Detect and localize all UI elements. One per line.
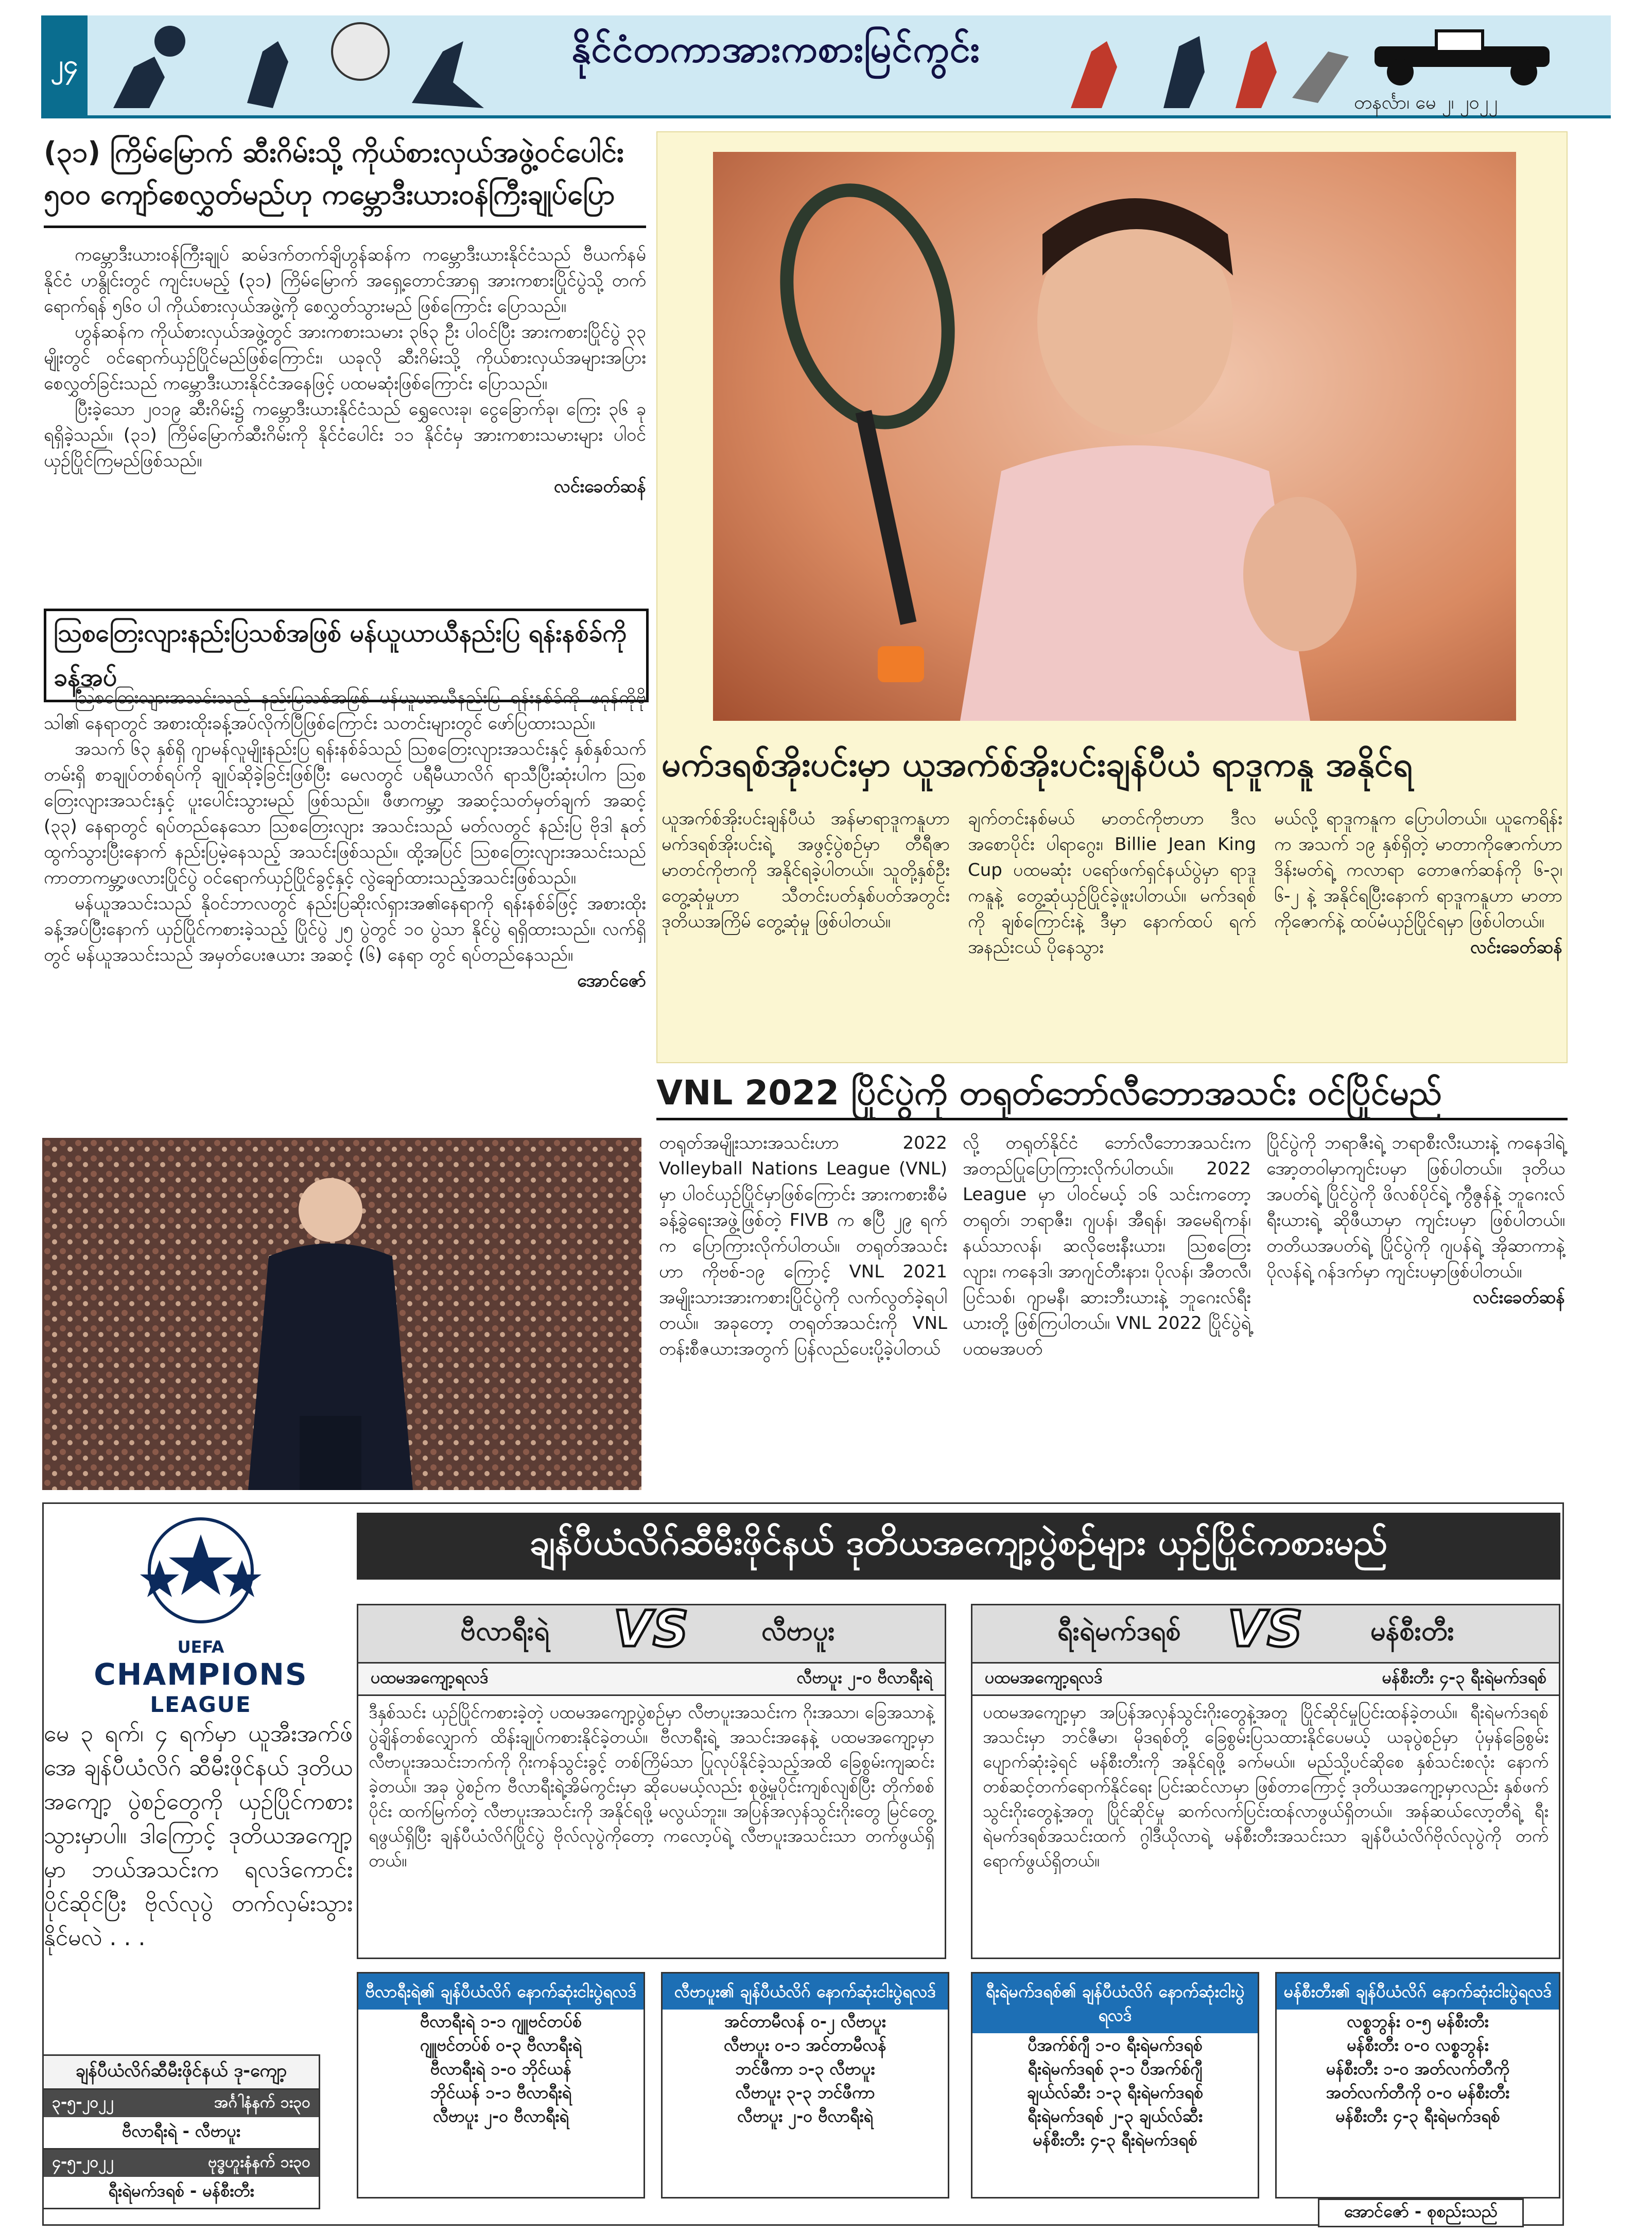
match1-header (358, 1600, 945, 1662)
tennis-player-photo (713, 152, 1516, 721)
schedule-row1-date: ၃-၅-၂၀၂၂ (52, 2093, 114, 2111)
match2-preview: ပထမအကျော့မှာ အပြန်အလှန်သွင်းဂိုးတွေနဲ့အတူ ပြိုင်ဆိုင်မှုပြင်းထန်ခဲ့တယ်။ ရီးရဲမက်ဒရစ်အသင်းမှာ ဘင်ဇီမာ၊ မိုဒရစ်တို့ ခြေစွမ်းပြသထားနိုင်ပေမယ့် ယခုပွဲစဉ်မှာ ပုံမှန်ခြေစွမ်းပျောက်ဆုံးခဲ့ရင် မန်စီးတီးကို အနိုင်ရဖို့ ခက်မယ်။ မည်သို့ပင်ဆိုစေ နှစ်သင်းစလုံး နောက်တစ်ဆင့်တက်ရောက်နိုင်ရေး ပြင်းဆင်လာမှာ ဖြစ်တာကြောင့် ဒုတိယအကျော့မှာလည်း နှစ်ဖက်သွင်းဂိုးတွေနဲ့အတူ ပြိုင်ဆိုင်မှု ဆက်လက်ပြင်းထန်လာဖွယ်ရှိတယ်။ အန်ဆယ်လော့တီရဲ့ ရီးရဲမက်ဒရစ်အသင်းထက် ဂွါဒီယိုလာရဲ့ မန်စီးတီးအသင်းသာ ချန်ပီယံလိဂ်ဗိုလ်လုပွဲကို တက်ရောက်ဖွယ်ရှိတယ်။ (983, 1702, 1549, 1871)
soccer-ball-icon (332, 23, 389, 80)
article1-body (44, 242, 646, 499)
form-box-real-madrid (971, 1972, 1259, 2199)
form-row: မန်စီးတီး ၀-၀ လစ္စဘွန်း (1347, 2035, 1489, 2055)
issue-date: တနင်္လာ၊ မေ ၂၊ ၂၀၂၂ (1354, 92, 1498, 113)
form-row: ဘိုင်ယန် ၁-၁ ဗီလာရီးရဲ (430, 2083, 572, 2102)
article2-body (44, 685, 646, 994)
article1-p1: ကမ္ဘောဒီးယားဝန်ကြီးချုပ် ဆမ်ဒက်တက်ချိဟွန်ဆန်က ကမ္ဘောဒီးယားနိုင်ငံသည် ဗီယက်နမ်နိုင်ငံ ဟနွိုင်းတွင် ကျင်းပမည့် (၃၁) ကြိမ်မြောက် အရှေ့တောင်အာရှ အားကစားပြိုင်ပွဲသို့ တက်ရောက်ရန် ၅၆၀ ပါ ကိုယ်စားလှယ်အဖွဲ့ကို စေလွှတ်သွားမည် ဖြစ်ကြောင်း ပြောသည်။ (44, 245, 646, 317)
ucl-wordmark-line2: CHAMPIONS (94, 1657, 308, 1692)
match2-header (972, 1600, 1559, 1662)
vnl-byline: လင်းခေတ်ဆန် (1472, 1287, 1565, 1308)
form-row: လစ္စဘွန်း ၀-၅ မန်စီးတီး (1347, 2012, 1489, 2031)
ucl-wordmark (72, 1637, 329, 1717)
race-car-icon (1359, 15, 1575, 88)
match2-home: ရီးရဲမက်ဒရစ် (1057, 1616, 1181, 1647)
form-row: အင်တာမီလန် ၀-၂ လီဗာပူး (724, 2012, 886, 2031)
match2-first-leg-result: မန်စီးတီး ၄-၃ ရီးရဲမက်ဒရစ် (1382, 1668, 1546, 1687)
form-row: ဂျူဗင်တပ်စ် ၀-၃ ဗီလာရီးရဲ (420, 2035, 582, 2055)
coach-photo-figure (42, 1138, 641, 1490)
form-row: ဗီလာရီးရဲ ၁-၀ ဘိုင်ယန် (430, 2059, 572, 2079)
schedule-row1-datetime (44, 2090, 319, 2117)
ucl-wordmark-line3: LEAGUE (150, 1692, 252, 1717)
form-title: ဗီလာရီးရဲ၏ ချန်ပီယံလိဂ် နောက်ဆုံးငါးပွဲရလဒ် (358, 1974, 644, 2010)
runner-icon (247, 41, 288, 108)
article1-headline-line1: (၃၁) ကြိမ်မြောက် ဆီးဂိမ်းသို့ ကိုယ်စားလှယ်အဖွဲ့ဝင်ပေါင်း (44, 136, 624, 168)
form-box-liverpool (661, 1972, 949, 2199)
form-title: လီဗာပူး၏ ချန်ပီယံလိဂ် နောက်ဆုံးငါးပွဲရလဒ် (663, 1974, 948, 2010)
ucl-wordmark-line1: UEFA (177, 1637, 224, 1657)
form-row: ဗီလာရီးရဲ ၁-၁ ဂျူဗင်တပ်စ် (420, 2012, 582, 2031)
match2-first-leg (972, 1662, 1559, 1696)
swimmer-icon (1292, 51, 1349, 103)
form-row: ဘင်ဖီကာ ၁-၃ လီဗာပူး (735, 2059, 875, 2079)
form-row: ပီအက်စ်ဂျီ ၁-၀ ရီးရဲမက်ဒရစ် (1028, 2035, 1203, 2055)
tennis-byline: လင်းခေတ်ဆန် (1470, 937, 1562, 958)
match2-away: မန်စီးတီး (1370, 1616, 1454, 1647)
schedule-row2-date: ၄-၅-၂၀၂၂ (52, 2153, 114, 2171)
form-row: လီဗာပူး ၃-၃ ဘင်ဖီကာ (735, 2083, 875, 2102)
schedule-row2-time: ဗုဒ္ဓဟူးနံနက် ၁း၃၀ (208, 2153, 310, 2171)
article2-p3: မန်ယူအသင်းသည် နိုဝင်ဘာလတွင် နည်းပြဆိုးလ်ရှားအ၏နေရာကို ရန်းနစ်ခ်ဖြင့် အစားထိုးခန့်အပ်ပြီးနောက် ယှဉ်ပြိုင်ကစားခဲ့သည့် ပြိုင်ပွဲ ၂၅ ပွဲတွင် ၁၀ ပွဲသာ နိုင်ပွဲ ရရှိထားသည်။ လက်ရှိတွင် မန်ယူအသင်းသည် အမှတ်ပေးဇယား အဆင့် (၆) နေရာ တွင် ရပ်တည်နေသည်။ (44, 893, 646, 965)
section-credit: အောင်ဇော် - စုစည်းသည် (1318, 2199, 1524, 2227)
vnl-headline: VNL 2022 ပြိုင်ပွဲကို တရုတ်ဘော်လီဘောအသင်း ဝင်ပြိုင်မည် (656, 1068, 1568, 1120)
coach-photo (42, 1138, 641, 1490)
page-number: ၂၄ (41, 15, 88, 118)
ucl-intro: မေ ၃ ရက်၊ ၄ ရက်မှာ ယူအီးအက်ဖ်အေ ချန်ပီယံလိဂ် ဆီမီးဖိုင်နယ် ဒုတိယအကျော့ ပွဲစဉ်တွေကို ယှဉ်ပြိုင်ကစားသွားမှာပါ။ ဒါကြောင့် ဒုတိယအကျော့မှာ ဘယ်အသင်းက ရလဒ်ကောင်း ပိုင်ဆိုင်ပြီး ဗိုလ်လုပွဲ တက်လှမ်းသွားနိုင်မလဲ . . . (44, 1721, 353, 1951)
form-box-villarreal (357, 1972, 645, 2199)
schedule-row1-match: ဗီလာရီးရဲ - လီဗာပူး (44, 2117, 319, 2150)
match1-first-leg-result: လီဗာပူး ၂-၀ ဗီလာရီးရဲ (796, 1668, 932, 1687)
footballer-icon (113, 57, 165, 108)
tennis-player-figure (713, 152, 1516, 721)
vnl-col2: လို့ တရုတ်နိုင်ငံ ဘော်လီဘောအသင်းက အတည်ပြုပြောကြားလိုက်ပါတယ်။ 2022 League မှာ ပါဝင်မယ့် ၁၆ သင်းကတော့ တရုတ်၊ ဘရာဇီး၊ ဂျပန်၊ အီရန်၊ အမေရိကန်၊ နယ်သာလန်၊ ဆလိုဗေးနီးယား၊ ဩစတြေးလျား၊ ကနေဒါ၊ အာဂျင်တီးနား၊ ပိုလန်၊ အီတလီ၊ ပြင်သစ်၊ ဂျာမနီ၊ ဆားဘီးယားနဲ့ ဘူဂေးလ်ရီးယားတို့ ဖြစ်ကြပါတယ်။ VNL 2022 ပြိုင်ပွဲရဲ့ ပထမအပတ် (963, 1133, 1251, 1359)
vnl-col1: တရုတ်အမျိုးသားအသင်းဟာ 2022 Volleyball Nations League (VNL) မှာ ပါဝင်ယှဉ်ပြိုင်မှာဖြစ်ကြောင်း အားကစားစီမံခန့်ခွဲရေးအဖွဲ့ဖြစ်တဲ့ FIVB က ဧပြီ ၂၉ ရက်က ပြောကြားလိုက်ပါတယ်။ တရုတ်အသင်းဟာ ကိုဗစ်-၁၉ ကြောင့် VNL 2021 အမျိုးသားအားကစားပြိုင်ပွဲကို လက်လွတ်ခဲ့ရပါတယ်။ အခုတော့ တရုတ်အသင်းကို VNL တန်းစီဇယားအတွက် ပြန်လည်ပေးပို့ခဲ့ပါတယ် (659, 1133, 947, 1359)
section-title: နိုင်ငံတကာအားကစားမြင်ကွင်း (571, 27, 980, 71)
article1-byline: လင်းခေတ်ဆန် (553, 476, 646, 497)
ucl-logo (113, 1514, 288, 1639)
thrower-icon (1163, 36, 1205, 108)
sport-silhouettes-right (1050, 21, 1359, 113)
match2-box (971, 1600, 1560, 1959)
form-title: ရီးရဲမက်ဒရစ်၏ ချန်ပီယံလိဂ် နောက်ဆုံးငါးပွဲရလဒ် (972, 1974, 1258, 2033)
form-box-man-city (1275, 1972, 1560, 2199)
tennis-col3 (1274, 806, 1562, 960)
form-row: မန်စီးတီး ၁-၀ အတ်လက်တီကို (1326, 2059, 1510, 2079)
match1-box (357, 1600, 946, 1959)
tennis-col1: ယူအက်စ်အိုးပင်းချန်ပီယံ အန်မာရာဒူကနူဟာ မက်ဒရစ်အိုးပင်းရဲ့ အဖွင့်ပွဲစဉ်မှာ တီရီဇာမာတင်ကိုဗာကို အနိုင်ရခဲ့ပါတယ်။ သူတို့နှစ်ဦးတွေ့ဆုံမှုဟာ သီတင်းပတ်နှစ်ပတ်အတွင်း ဒုတိယအကြိမ် တွေ့ဆုံမှု ဖြစ်ပါတယ်။ (662, 808, 950, 932)
article1-rule (44, 226, 646, 228)
schedule-row2-match: ရီးရဲမက်ဒရစ် - မန်စီးတီး (108, 2181, 254, 2201)
form-row: မန်စီးတီး ၄-၃ ရီးရဲမက်ဒရစ် (1033, 2130, 1197, 2150)
form-title: မန်စီးတီး၏ ချန်ပီယံလိဂ် နောက်ဆုံးငါးပွဲရလဒ် (1277, 1974, 1559, 2010)
match1-first-leg-label: ပထမအကျော့ရလဒ် (371, 1668, 489, 1687)
match1-first-leg (358, 1662, 945, 1696)
match2-first-leg-label: ပထမအကျော့ရလဒ် (985, 1668, 1103, 1687)
form-row: လီဗာပူး ၂-၀ ဗီလာရီးရဲ (737, 2106, 873, 2126)
article1-headline (44, 131, 649, 216)
article2-p2: အသက် ၆၃ နှစ်ရှိ ဂျာမန်လူမျိုးနည်းပြ ရန်းနစ်ခ်သည် ဩစတြေးလျားအသင်းနှင့် နှစ်နှစ်သက်တမ်းရှိ စာချုပ်တစ်ရပ်ကို ချုပ်ဆိုခဲ့ခြင်းဖြစ်ပြီး မေလတွင် ပရီမီယာလိဂ် ရာသီပြီးဆုံးပါက ဩစတြေးလျားအသင်းနှင့် ပူးပေါင်းသွားမည် ဖြစ်သည်။ ဖီဖာကမ္ဘာ့ အဆင့်သတ်မှတ်ချက် အဆင့် (၃၃) နေရာတွင် ရပ်တည်နေသော ဩစတြေးလျား အသင်းသည် မတ်လတွင် နည်းပြ ဗိုဒါ နုတ်ထွက်သွားပြီးနောက် နည်းပြမဲ့နေသည့် အသင်းဖြစ်သည်။ ထို့အပြင် ဩစတြေးလျားအသင်းသည် ကာတာကမ္ဘာ့ဖလားပြိုင်ပွဲ ဝင်ရောက်ယှဉ်ပြိုင်ခွင့်နှင့် လွဲချော်ထားသည့်အသင်းဖြစ်သည်။ (44, 739, 646, 888)
match1-preview: ဒီနှစ်သင်း ယှဉ်ပြိုင်ကစားခဲ့တဲ့ ပထမအကျော့ပွဲစဉ်မှာ လီဗာပူးအသင်းက ဂိုးအသာ၊ ခြေအသာနဲ့ ပွဲချိန်တစ်လျှောက် ထိန်းချုပ်ကစားနိုင်ခဲ့တယ်။ ဗီလာရီးရဲ့ အသင်းအနေနဲ့ ပထမအကျော့မှာ လီဗာပူးအသင်းဘက်ကို ဂိုးကန်သွင်းခွင့် တစ်ကြိမ်သာ ပြုလုပ်နိုင်ခဲ့သည့်အထိ ခြေစွမ်းကျဆင်းခဲ့တယ်။ အခု ပွဲစဉ်က ဗီလာရီးရဲ့အိမ်ကွင်းမှာ ဆိုပေမယ့်လည်း စုဖွဲ့မှုပိုင်းကျစ်လျစ်ပြီး တိုက်စစ်ပိုင်း ထက်မြက်တဲ့ လီဗာပူးအသင်းကို အနိုင်ရဖို့ မလွယ်ဘူး။ အပြန်အလှန်သွင်းဂိုးတွေ မြင်တွေ့ရဖွယ်ရှိပြီး ချန်ပီယံလိဂ်ပြိုင်ပွဲ ဗိုလ်လုပွဲကိုတော့ ကလော့ပ်ရဲ့ လီဗာပူးအသင်းသာ တက်ဖွယ်ရှိတယ်။ (369, 1702, 934, 1871)
form-row: ရီးရဲမက်ဒရစ် ၂-၃ ချယ်လ်ဆီး (1028, 2106, 1203, 2126)
match1-vs: VS (613, 1600, 690, 1658)
match1-home: ဗီလာရီးရဲ (460, 1616, 550, 1647)
starball-icon (113, 1514, 288, 1637)
tennis-headline: မက်ဒရစ်အိုးပင်းမှာ ယူအက်စ်အိုးပင်းချန်ပီယံ ရာဒူကနူ အနိုင်ရ (662, 745, 1413, 784)
sport-silhouettes-left (93, 21, 556, 113)
form-row: လီဗာပူး ၂-၀ ဗီလာရီးရဲ (433, 2106, 569, 2126)
vnl-col3-text: ပြိုင်ပွဲကို ဘရာဇီးရဲ့ ဘရာစီးလီးယားနဲ့ ကနေဒါရဲ့ အော့တဝါမှာကျင်းပမှာ ဖြစ်ပါတယ်။ ဒုတိယအပတ်ရဲ့ ပြိုင်ပွဲကို ဖိလစ်ပိုင်ရဲ့ ကွီဇွန်နဲ့ ဘူဂေးလ်ရီးယားရဲ့ ဆိုဖီယာမှာ ကျင်းပမှာ ဖြစ်ပါတယ်။ တတိယအပတ်ရဲ့ ပြိုင်ပွဲကို ဂျပန်ရဲ့ အိုဆာကာနဲ့ ပိုလန်ရဲ့ ဂန်ဒက်မှာ ကျင်းပမှာဖြစ်ပါတယ်။ (1266, 1133, 1565, 1282)
ucl-banner: ချန်ပီယံလိဂ်ဆီမီးဖိုင်နယ် ဒုတိယအကျော့ပွဲစဉ်များ ယှဉ်ပြိုင်ကစားမည် (357, 1513, 1560, 1580)
article1-p3: ပြီးခဲ့သော ၂၀၁၉ ဆီးဂိမ်း၌ ကမ္ဘောဒီးယားနိုင်ငံသည် ရွှေလေးခု၊ ငွေခြောက်ခု၊ ကြေး ၃၆ ခုရရှိခဲ့သည်။ (၃၁) ကြိမ်မြောက်ဆီးဂိမ်းကို နိုင်ငံပေါင်း ၁၁ နိုင်ငံမှ အားကစားသမားများ ပါဝင်ယှဉ်ပြိုင်ကြမည်ဖြစ်သည်။ (44, 399, 646, 471)
tennis-col2: ချက်တင်းနစ်မယ် မာတင်ကိုဗာဟာ ဒီလအစောပိုင်း ပါရာဂွေး၊ Billie Jean King Cup ပထမဆုံး ပရော်ဖက်ရှင်နယ်ပွဲမှာ ရာဒူကနူနဲ့ တွေ့ဆုံယှဉ်ပြိုင်ခဲ့ဖူးပါတယ်။ မက်ဒရစ်ကို ချစ်ကြောင်းနဲ့ ဒီမှာ နောက်ထပ် ရက်အနည်းငယ် ပိုနေသွား (968, 808, 1256, 958)
goalkeeper-icon (412, 41, 484, 108)
article1-headline-line2: ၅၀၀ ကျော်စေလွှတ်မည်ဟု ကမ္ဘောဒီးယားဝန်ကြီးချုပ်ပြော (44, 178, 615, 211)
schedule-title: ချန်ပီယံလိဂ်ဆီမီးဖိုင်နယ် ဒု-ကျော့ (44, 2056, 319, 2090)
form-row: အတ်လက်တီကို ၀-၀ မန်စီးတီး (1326, 2083, 1510, 2102)
article2-p1: ဩစတြေးလျားအသင်းသည် နည်းပြသစ်အဖြစ် မန်ယူယာယီနည်းပြ ရန်းနစ်ခ်ကို ဖဂုန်ကိုဗိုသါ၏ နေရာတွင် အစားထိုးခန့်အပ်လိုက်ပြီဖြစ်ကြောင်း သတင်းများတွင် ဖော်ပြထားသည်။ (44, 687, 646, 734)
article1-p2: ဟွန်ဆန်က ကိုယ်စားလှယ်အဖွဲ့တွင် အားကစားသမား ၃၆၃ ဦး ပါဝင်ပြီး အားကစားပြိုင်ပွဲ ၃၃ မျိုးတွင် ဝင်ရောက်ယှဉ်ပြိုင်မည်ဖြစ်ကြောင်း၊ ယခုလို ဆီးဂိမ်းသို့ ကိုယ်စားလှယ်အများအပြားစေလွှတ်ခြင်းသည် ကမ္ဘောဒီးယားနိုင်ငံအနေဖြင့် ပထမဆုံးဖြစ်ကြောင်း ပြောသည်။ (44, 322, 646, 394)
schedule-row2-datetime (44, 2150, 319, 2177)
ucl-schedule (42, 2054, 320, 2209)
match1-away: လီဗာပူး (761, 1616, 835, 1647)
schedule-row1-time: အင်္ဂါနံနက် ၁း၃၀ (214, 2093, 310, 2111)
vnl-col3 (1266, 1130, 1565, 1310)
athlete-icon (1236, 41, 1277, 108)
form-row: ချယ်လ်ဆီး ၁-၃ ရီးရဲမက်ဒရစ် (1027, 2083, 1204, 2102)
tennis-col3-text: မယ်လို့ ရာဒူကနူက ပြောပါတယ်။ ယူကေရိန်းက အသက် ၁၉ နှစ်ရှိတဲ့ မာတာကိုဇောက်ဟာ ဒိန်းမတ်ရဲ့ ကလာရာ တောဇက်ဆန်ကို ၆-၃၊ ၆-၂ နဲ့ အနိုင်ရပြီးနောက် ရာဒူကနူဟာ မာတာကိုဇောက်နဲ့ ထပ်မံယှဉ်ပြိုင်ရမှာ ဖြစ်ပါတယ်။ (1274, 808, 1562, 932)
form-row: မန်စီးတီး ၄-၃ ရီးရဲမက်ဒရစ် (1335, 2106, 1500, 2126)
match2-vs: VS (1227, 1600, 1304, 1658)
sprinter-icon (1071, 41, 1117, 108)
form-row: ရီးရဲမက်ဒရစ် ၃-၁ ပီအက်စ်ဂျီ (1028, 2059, 1203, 2079)
form-row: လီဗာပူး ၀-၁ အင်တာမီလန် (724, 2035, 886, 2055)
article2-byline: အောင်ဇော် (577, 971, 646, 991)
article2-headline: ဩစတြေးလျားနည်းပြသစ်အဖြစ် မန်ယူယာယီနည်းပြ ရန်းနစ်ခ်ကို ခန့်အပ် (44, 609, 649, 702)
football-icon (154, 26, 185, 57)
